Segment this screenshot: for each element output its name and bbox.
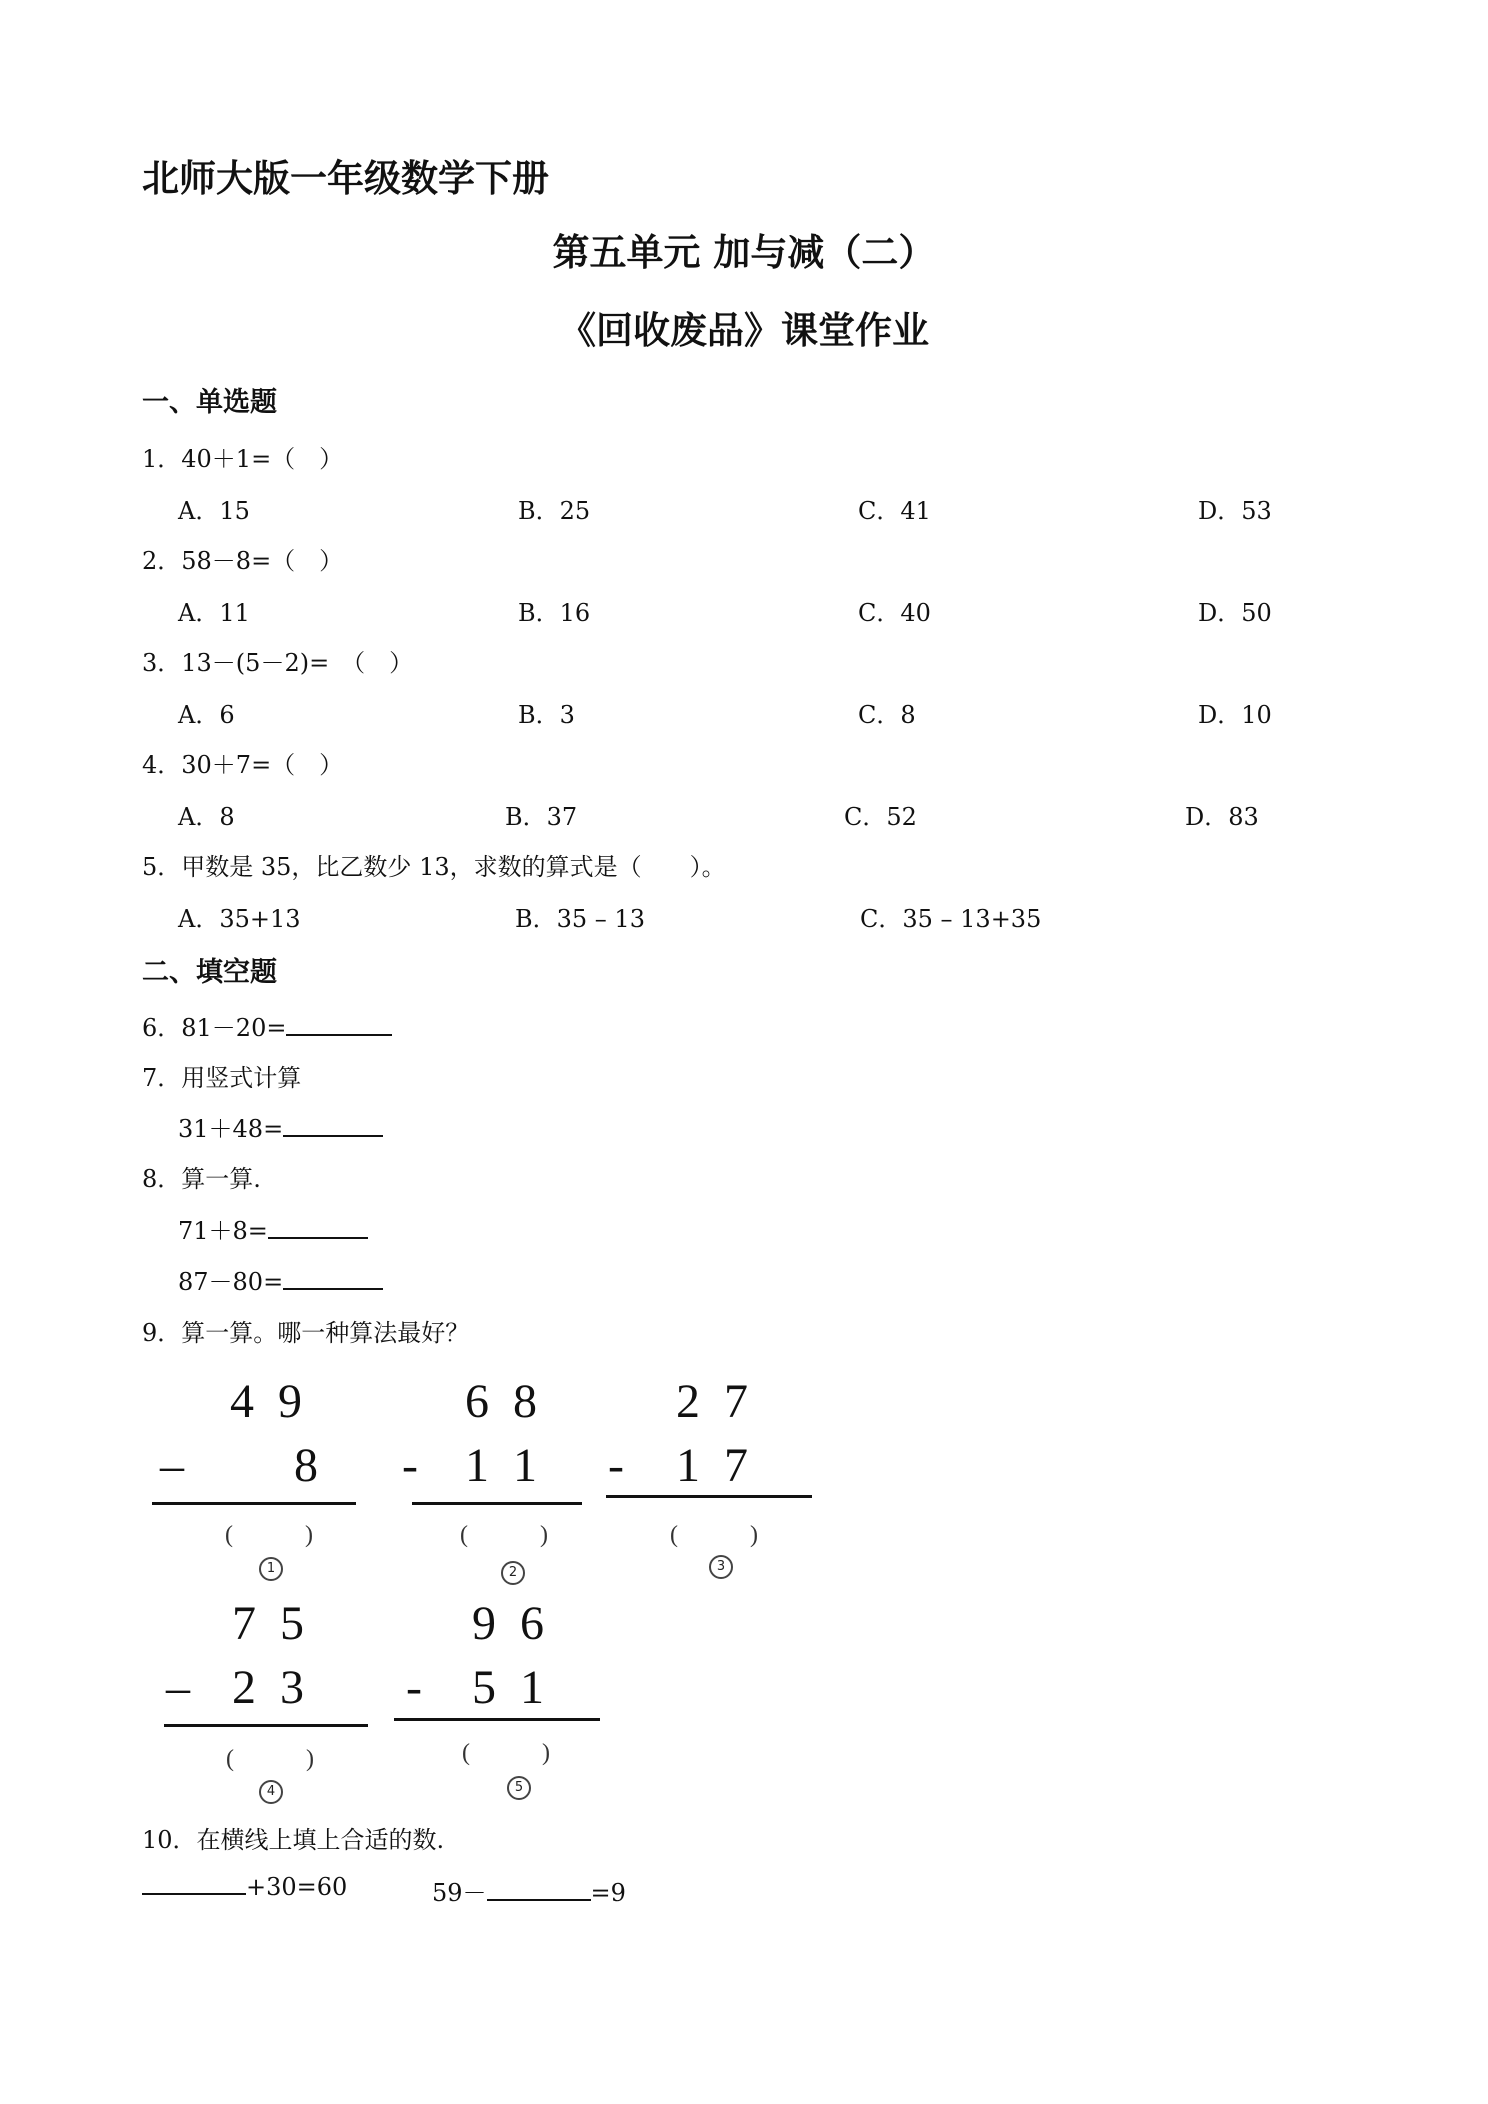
column-5-bottom: 5 1 bbox=[472, 1661, 550, 1714]
q10-expression-2b: =9 bbox=[590, 1879, 626, 1907]
q2-option-b[interactable]: B．16 bbox=[518, 599, 591, 627]
q1-option-a[interactable]: A．15 bbox=[178, 497, 250, 525]
column-1-number-badge: 1 bbox=[259, 1557, 283, 1581]
q10-expression-2a: 59－ bbox=[432, 1879, 487, 1907]
question-2: 2．58－8=（ ） bbox=[142, 547, 344, 575]
question-5: 5．甲数是 35，比乙数少 13，求数的算式是（ ）。 bbox=[142, 853, 726, 881]
q3-option-b[interactable]: B．3 bbox=[518, 701, 575, 729]
column-1-answer-paren[interactable]: ( ) bbox=[225, 1522, 313, 1548]
q5-option-a[interactable]: A．35+13 bbox=[178, 905, 301, 933]
q1-option-d[interactable]: D．53 bbox=[1198, 497, 1272, 525]
q6-answer-blank[interactable] bbox=[286, 1034, 392, 1036]
q8-expression-1: 71＋8= bbox=[178, 1217, 268, 1245]
column-3-number-badge: 3 bbox=[709, 1555, 733, 1579]
q10-answer-blank-1[interactable] bbox=[142, 1893, 246, 1895]
question-3: 3．13－(5－2)= （ ） bbox=[142, 649, 414, 677]
column-5-operator: - bbox=[406, 1661, 422, 1714]
unit-title: 第五单元 加与减（二） bbox=[552, 231, 936, 274]
q4-option-a[interactable]: A．8 bbox=[178, 803, 235, 831]
column-5-answer-paren[interactable]: ( ) bbox=[462, 1740, 550, 1766]
book-title: 北师大版一年级数学下册 bbox=[142, 157, 549, 200]
column-4-rule bbox=[164, 1724, 368, 1727]
column-5-top: 9 6 bbox=[472, 1597, 550, 1650]
column-4-bottom: 2 3 bbox=[232, 1661, 310, 1714]
q7-line bbox=[178, 1109, 383, 1144]
q4-option-c[interactable]: C．52 bbox=[844, 803, 917, 831]
question-1: 1．40＋1=（ ） bbox=[142, 445, 344, 473]
q10-line-2 bbox=[432, 1873, 626, 1908]
question-6 bbox=[142, 1008, 392, 1043]
column-1-operator: – bbox=[160, 1439, 184, 1492]
column-2-number-badge: 2 bbox=[501, 1561, 525, 1585]
q3-option-a[interactable]: A．6 bbox=[178, 701, 235, 729]
q2-option-c[interactable]: C．40 bbox=[858, 599, 931, 627]
q5-option-b[interactable]: B．35 – 13 bbox=[515, 905, 645, 933]
q4-option-b[interactable]: B．37 bbox=[505, 803, 578, 831]
column-2-top: 6 8 bbox=[465, 1375, 543, 1428]
lesson-title: 《回收废品》课堂作业 bbox=[559, 309, 929, 352]
q1-option-b[interactable]: B．25 bbox=[518, 497, 591, 525]
q10-line-1 bbox=[142, 1873, 347, 1901]
q6-expression: 6．81－20= bbox=[142, 1014, 287, 1042]
column-2-operator: - bbox=[402, 1439, 418, 1492]
q8-expression-2: 87－80= bbox=[178, 1268, 284, 1296]
q8-line-2 bbox=[178, 1262, 383, 1297]
q2-option-a[interactable]: A．11 bbox=[178, 599, 250, 627]
q8-answer-blank-2[interactable] bbox=[283, 1288, 383, 1290]
column-2-answer-paren[interactable]: ( ) bbox=[460, 1522, 548, 1548]
column-1-bottom: 8 bbox=[294, 1439, 318, 1492]
q10-answer-blank-2[interactable] bbox=[487, 1899, 591, 1901]
q4-option-d[interactable]: D．83 bbox=[1185, 803, 1259, 831]
q8-line-1 bbox=[178, 1211, 368, 1246]
column-5-number-badge: 5 bbox=[507, 1776, 531, 1800]
column-1-rule bbox=[152, 1502, 356, 1505]
column-4-operator: – bbox=[166, 1661, 190, 1714]
question-10: 10．在横线上填上合适的数. bbox=[142, 1826, 445, 1854]
q1-option-c[interactable]: C．41 bbox=[858, 497, 931, 525]
column-3-top: 2 7 bbox=[676, 1375, 754, 1428]
column-1-top: 4 9 bbox=[230, 1375, 308, 1428]
column-4-number-badge: 4 bbox=[259, 1780, 283, 1804]
question-4: 4．30＋7=（ ） bbox=[142, 751, 344, 779]
q3-option-c[interactable]: C．8 bbox=[858, 701, 916, 729]
q7-answer-blank[interactable] bbox=[283, 1135, 383, 1137]
column-4-answer-paren[interactable]: ( ) bbox=[226, 1746, 314, 1772]
column-3-operator: - bbox=[608, 1439, 624, 1492]
q7-expression: 31＋48= bbox=[178, 1115, 284, 1143]
q5-option-c[interactable]: C．35 – 13+35 bbox=[860, 905, 1042, 933]
question-8: 8．算一算. bbox=[142, 1165, 261, 1193]
column-3-answer-paren[interactable]: ( ) bbox=[670, 1522, 758, 1548]
column-3-rule bbox=[606, 1495, 812, 1498]
q2-option-d[interactable]: D．50 bbox=[1198, 599, 1272, 627]
q3-option-d[interactable]: D．10 bbox=[1198, 701, 1272, 729]
section-title-single-choice: 一、单选题 bbox=[142, 387, 277, 418]
question-9: 9．算一算。哪一种算法最好？ bbox=[142, 1319, 470, 1347]
q8-answer-blank-1[interactable] bbox=[268, 1237, 368, 1239]
column-3-bottom: 1 7 bbox=[676, 1439, 754, 1492]
column-5-rule bbox=[394, 1718, 600, 1721]
column-4-top: 7 5 bbox=[232, 1597, 310, 1650]
column-2-rule bbox=[412, 1502, 582, 1505]
section-title-fill-blank: 二、填空题 bbox=[142, 957, 277, 988]
column-2-bottom: 1 1 bbox=[465, 1439, 543, 1492]
question-7: 7．用竖式计算 bbox=[142, 1064, 302, 1092]
q10-expression-1: +30=60 bbox=[246, 1873, 348, 1901]
